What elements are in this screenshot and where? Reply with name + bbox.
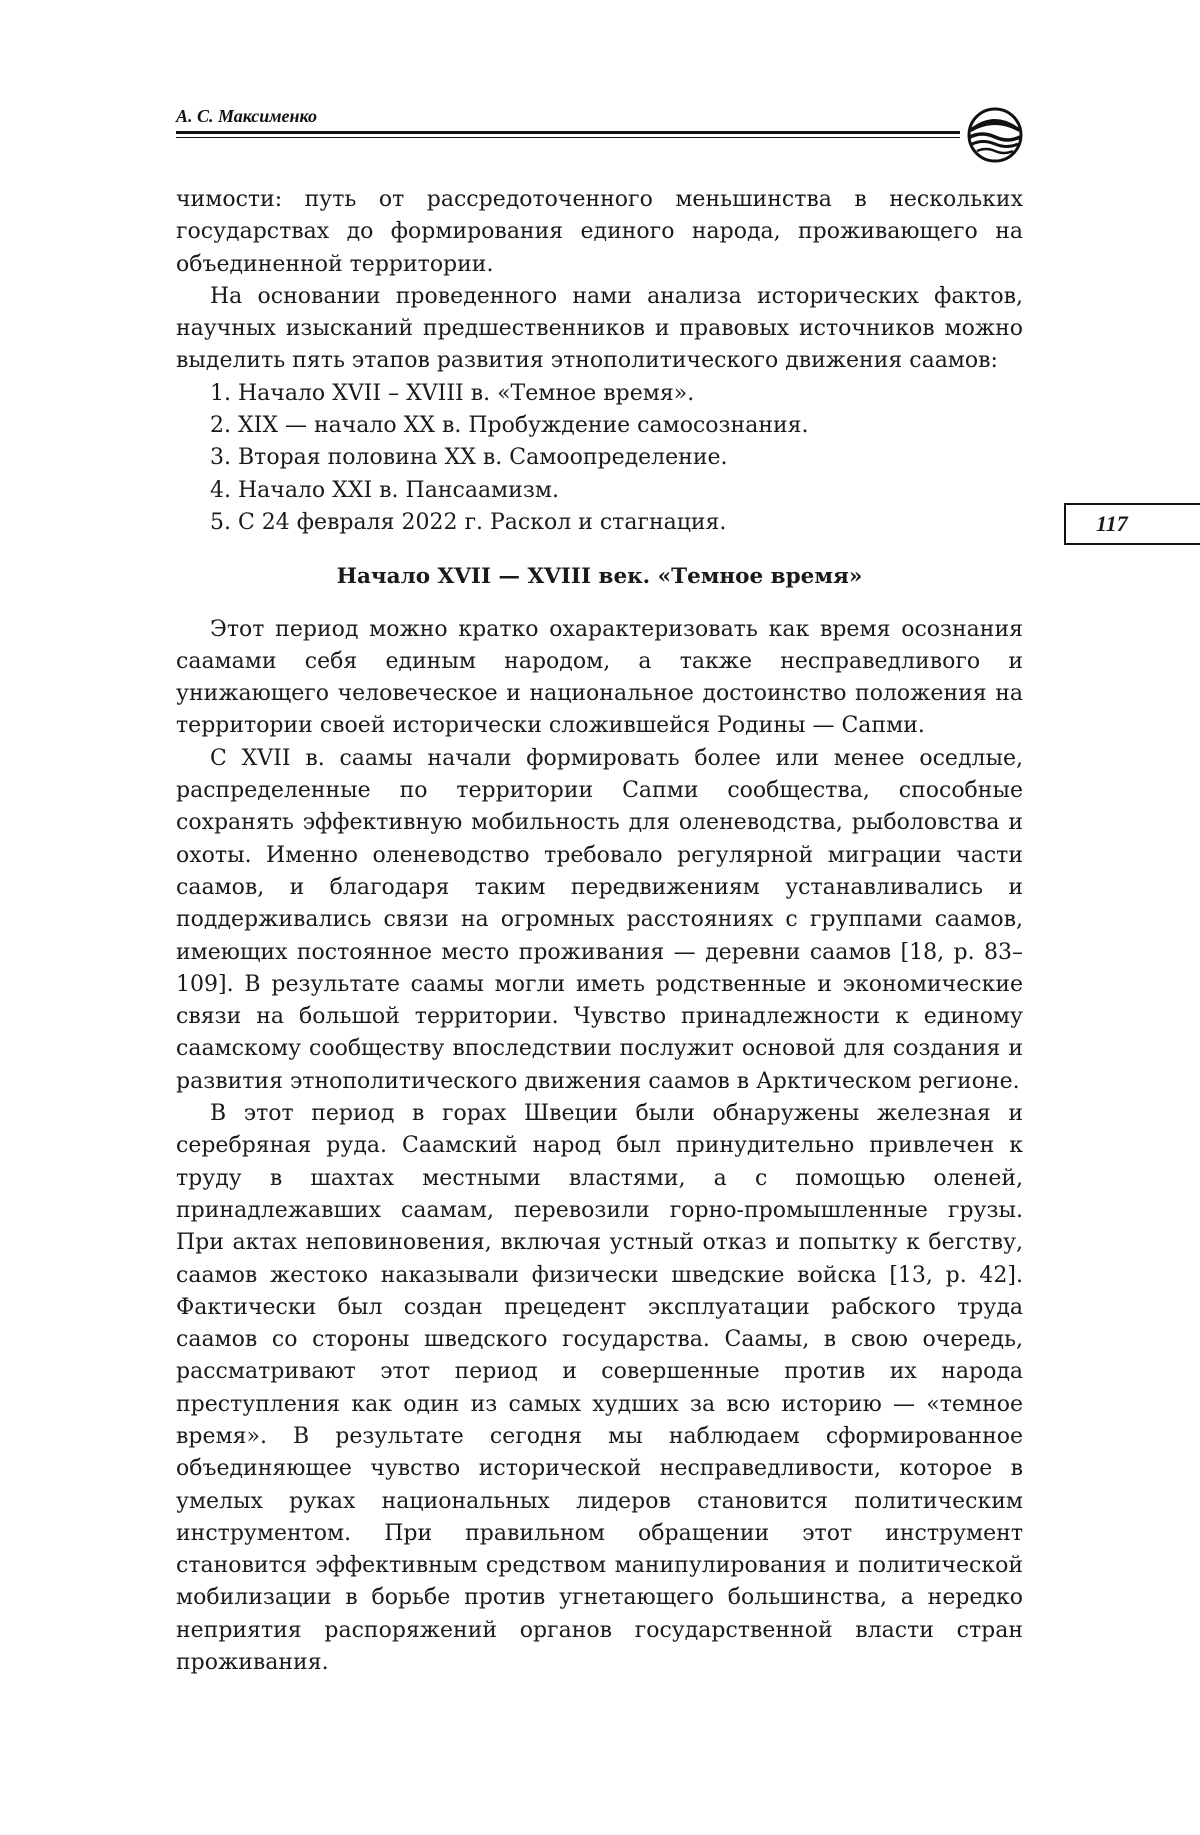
running-head: А. С. Максименко [176, 106, 317, 126]
header-rule-thick [176, 131, 960, 134]
page-body [176, 184, 1023, 1679]
paragraph: В этот период в горах Швеции были обнаружены железная и серебряная руда. Саамский народ был принудительно привлечен к труду в шахтах местными властями, а с помощью оленей, принадлежавших саамам, перевозили горно-промышленные грузы. При актах неповиновения, включая устный отказ и попытку к бегству, саамов жестоко наказывали физически шведские войска [13, p. 42]. Фактически был создан прецедент эксплуатации рабского труда саамов со стороны шведского государства. Саамы, в свою очередь, рассматривают этот период и совершенные против их народа преступления как один из самых худших за всю историю — «темное время». В результате сегодня мы наблюдаем сформированное объединяющее чувство исторической несправедливости, которое в умелых руках национальных лидеров становится политическим инструментом. При правильном обращении этот инструмент становится эффективным средством манипулирования и политической мобилизации в борьбе против угнетающего большинства, а нередко неприятия распоряжений органов государственной власти стран проживания. [176, 1101, 1023, 1676]
paragraph: С XVII в. саамы начали формировать более или менее оседлые, распределенные по территории Сапми сообщества, способные сохранять эффективную мобильность для оленеводства, рыболовства и охоты. Именно оленеводство требовало регулярной миграции части саамов, и благодаря таким передвижениям устанавливались и поддерживались связи на огромных расстояниях с группами саамов, имеющих постоянное место проживания — деревни саамов [18, p. 83–109]. В результате саамы могли иметь родственные и экономические связи на большой территории. Чувство принадлежности к единому саамскому сообществу впоследствии послужит основой для создания и развития этнополитического движения саамов в Арктическом регионе. [176, 745, 1023, 1094]
paragraph-stages-intro: На основании проведенного нами анализа исторических фактов, научных изысканий предшественников и правовых источников можно выделить пять этапов развития этнополитического движения саамов: [176, 283, 1023, 374]
list-item: 3. Вторая половина XX в. Самоопределение. [210, 445, 728, 471]
paragraph-continuation: чимости: путь от рассредоточенного меньшинства в нескольких государствах до формирования единого народа, проживающего на объединенной территории. [176, 187, 1023, 277]
section-heading: Начало XVII — XVIII век. «Темное время» [336, 564, 863, 590]
page-number: 117 [1096, 511, 1128, 536]
page-number-box [1064, 503, 1200, 545]
paragraph: Этот период можно кратко охарактеризовать как время осознания саамами себя единым народом, а также несправедливого и унижающего человеческое и национальное достоинство положения на территории своей исторически сложившейся Родины — Сапми. [176, 616, 1023, 739]
list-item: 2. XIX — начало XX в. Пробуждение самосознания. [210, 413, 809, 439]
list-item: 5. С 24 февраля 2022 г. Раскол и стагнация. [210, 509, 727, 535]
list-item: 4. Начало XXI в. Пансаамизм. [210, 477, 559, 503]
header-rule-thin [176, 137, 960, 138]
publisher-logo-icon [964, 104, 1026, 166]
list-item: 1. Начало XVII – XVIII в. «Темное время». [210, 380, 695, 406]
stages-list [176, 378, 1023, 539]
